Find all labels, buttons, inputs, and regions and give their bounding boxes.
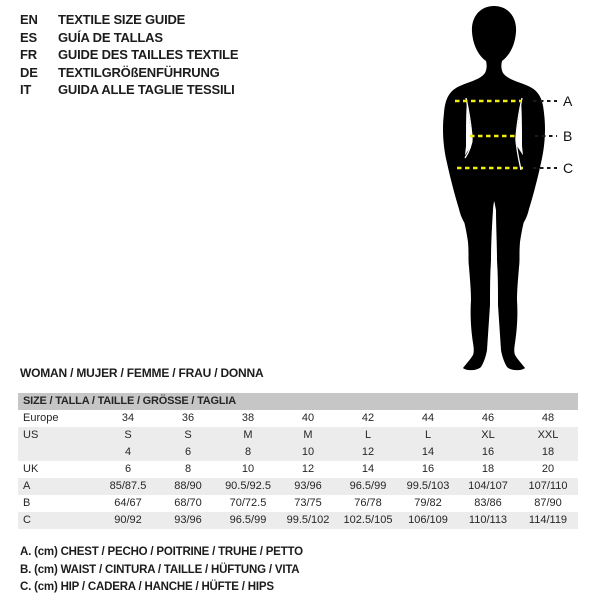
size-cell: 20 (541, 463, 555, 475)
size-cell: 34 (121, 412, 135, 424)
table-row-chest (18, 478, 578, 495)
arm-torso-gap-right (516, 98, 522, 170)
size-cell: 107/110 (528, 480, 568, 492)
size-cell: 87/90 (534, 497, 562, 509)
size-cell: 99.5/103 (406, 480, 450, 492)
marker-label-b: B (563, 128, 573, 144)
size-cell: 88/90 (174, 480, 202, 492)
row-label: US (23, 429, 39, 441)
language-code: FR (20, 47, 37, 62)
size-cell: XXL (537, 429, 559, 441)
size-cell: 16 (421, 463, 435, 475)
pointer-dashes (533, 101, 557, 168)
size-cell: 10 (241, 463, 255, 475)
size-cell: 36 (181, 412, 195, 424)
size-table-header: SIZE / TALLA / TAILLE / GRÖSSE / TAGLIA (18, 393, 578, 410)
size-cell: 96.5/99 (229, 514, 267, 526)
language-row-es (20, 29, 238, 47)
silhouette-left-arm (443, 88, 474, 229)
size-cell: 12 (361, 446, 375, 458)
legend-line-hip: C. (cm) HIP / CADERA / HANCHE / HÜFTE / HIPS (20, 581, 274, 593)
size-cell: 4 (124, 446, 132, 458)
size-cell: M (243, 429, 253, 441)
size-cell: 44 (421, 412, 435, 424)
size-cell: 76/78 (354, 497, 382, 509)
language-text: TEXTILE SIZE GUIDE (58, 12, 186, 27)
size-cell: 18 (481, 463, 495, 475)
legend-line-waist: B. (cm) WAIST / CINTURA / TAILLE / HÜFTUNG / VITA (20, 563, 300, 576)
size-cell: 110/113 (468, 514, 508, 526)
size-cell: 12 (301, 463, 315, 475)
size-cell: 38 (241, 412, 255, 424)
size-cell: 10 (301, 446, 315, 458)
row-label (18, 444, 98, 461)
row-label: A (23, 480, 31, 492)
language-row-en (20, 11, 238, 29)
size-cell: M (303, 429, 313, 441)
language-code: DE (20, 64, 38, 80)
silhouette-body (456, 6, 533, 370)
size-cell: 106/109 (408, 514, 448, 526)
table-row-hip (18, 512, 578, 529)
language-row-fr (20, 46, 238, 64)
size-cell: 102.5/105 (343, 514, 393, 526)
size-cell: 6 (124, 463, 132, 475)
size-cell: 73/75 (294, 497, 322, 509)
size-cell: XL (481, 429, 495, 441)
size-cell: 79/82 (414, 497, 442, 509)
size-cell: 90.5/92.5 (225, 480, 271, 492)
size-cell: 93/96 (294, 480, 322, 492)
size-table (18, 393, 578, 529)
language-text: TEXTILGRÖßENFÜHRUNG (58, 64, 220, 80)
language-code: EN (20, 12, 38, 27)
size-cell: 90/92 (114, 514, 142, 526)
row-label: C (23, 514, 31, 526)
size-cell: 48 (541, 412, 555, 424)
size-cell: L (364, 429, 372, 441)
table-row-europe (18, 410, 578, 427)
size-cell: 14 (361, 463, 375, 475)
size-cell: 16 (481, 446, 495, 458)
row-label: UK (23, 463, 39, 475)
table-row-uk (18, 461, 578, 478)
language-code: ES (20, 29, 37, 45)
size-cell: 83/86 (474, 497, 502, 509)
language-code: IT (20, 82, 32, 97)
marker-label-c: C (563, 160, 574, 176)
language-text: GUIDA ALLE TAGLIE TESSILI (58, 82, 235, 97)
language-list (20, 11, 238, 99)
size-cell: 114/119 (528, 514, 568, 526)
size-cell: 14 (421, 446, 435, 458)
size-cell: 46 (481, 412, 495, 424)
gender-title: WOMAN / MUJER / FEMME / FRAU / DONNA (20, 366, 264, 380)
language-text: GUIDE DES TAILLES TEXTILE (58, 47, 239, 62)
size-cell: 70/72.5 (229, 497, 267, 509)
size-cell: 99.5/102 (286, 514, 330, 526)
size-cell: 18 (541, 446, 555, 458)
measurement-legend (20, 544, 303, 597)
table-row-waist (18, 495, 578, 512)
table-row-us (18, 427, 578, 444)
row-label: B (23, 497, 31, 509)
size-cell: 42 (361, 412, 375, 424)
size-cell: S (184, 429, 192, 441)
language-row-it (20, 81, 238, 99)
legend-line-chest: A. (cm) CHEST / PECHO / POITRINE / TRUHE / PETTO (20, 546, 303, 558)
size-cell: 85/87.5 (109, 480, 147, 492)
size-cell: 68/70 (174, 497, 202, 509)
size-cell: 64/67 (114, 497, 142, 509)
size-cell: L (424, 429, 432, 441)
row-label: Europe (23, 412, 59, 424)
size-cell: 8 (184, 463, 192, 475)
arm-torso-gap-left (465, 98, 472, 158)
size-cell: 93/96 (174, 514, 202, 526)
size-cell: 96.5/99 (349, 480, 387, 492)
size-cell: 8 (244, 446, 252, 458)
marker-label-a: A (563, 93, 573, 109)
size-cell: 40 (301, 412, 315, 424)
woman-silhouette (443, 6, 545, 370)
measurement-lines (455, 93, 573, 176)
size-cell: S (124, 429, 132, 441)
size-cell: 6 (184, 446, 192, 458)
table-row-us-numeric (18, 444, 578, 461)
language-row-de (20, 64, 238, 82)
silhouette-right-arm (514, 88, 545, 229)
measure-dashes (455, 101, 523, 168)
language-text: GUÍA DE TALLAS (58, 29, 163, 45)
size-cell: 104/107 (468, 480, 508, 492)
